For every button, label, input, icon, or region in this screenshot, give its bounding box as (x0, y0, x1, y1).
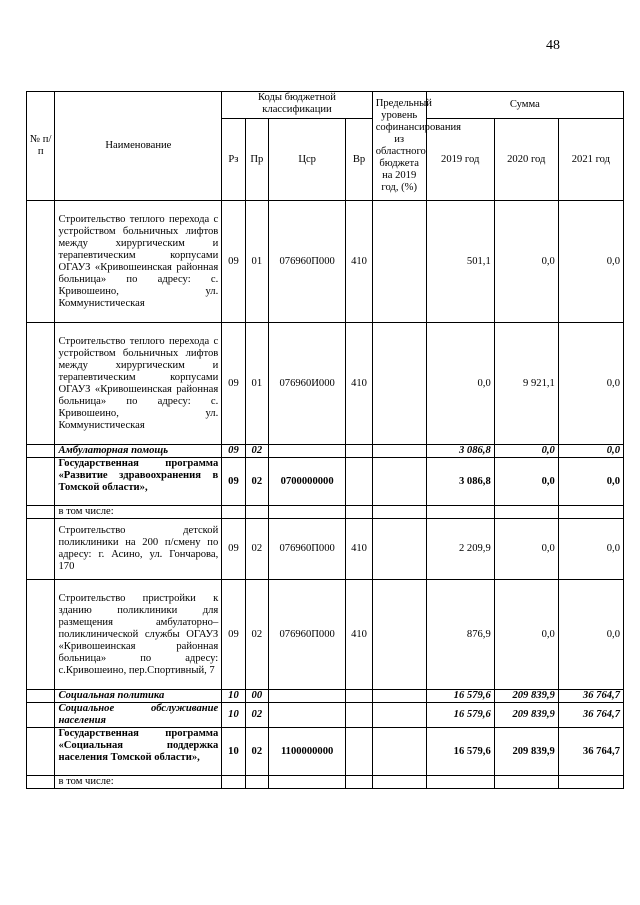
cell-level (372, 690, 426, 703)
header-pr: Пр (245, 119, 268, 201)
cell-vr: 410 (346, 201, 372, 323)
cell-name: Социальное обслуживание населения (55, 703, 222, 728)
cell-rz: 09 (222, 580, 245, 690)
cell-2021: 0,0 (558, 201, 623, 323)
cell-level (372, 580, 426, 690)
cell-num (27, 201, 55, 323)
cell-csr: 076960П000 (269, 519, 346, 580)
cell-level (372, 519, 426, 580)
page-number: 48 (546, 38, 560, 53)
cell-2020: 209 839,9 (494, 703, 558, 728)
cell-2021: 36 764,7 (558, 690, 623, 703)
header-2020: 2020 год (494, 119, 558, 201)
cell-pr: 00 (245, 690, 268, 703)
header-vr: Вр (346, 119, 372, 201)
cell-rz (222, 506, 245, 519)
cell-name: Социальная политика (55, 690, 222, 703)
header-2019: 2019 год (426, 119, 494, 201)
table-row (27, 519, 624, 580)
cell-2020: 0,0 (494, 201, 558, 323)
table-row (27, 201, 624, 323)
cell-level (372, 703, 426, 728)
cell-rz: 09 (222, 201, 245, 323)
cell-num (27, 580, 55, 690)
cell-vr (346, 728, 372, 776)
cell-name: Амбулаторная помощь (55, 445, 222, 458)
cell-level (372, 506, 426, 519)
cell-2020: 0,0 (494, 445, 558, 458)
table-row (27, 445, 624, 458)
cell-csr: 1100000000 (269, 728, 346, 776)
cell-2020: 209 839,9 (494, 728, 558, 776)
cell-vr (346, 776, 372, 789)
cell-num (27, 776, 55, 789)
table-row (27, 703, 624, 728)
cell-vr: 410 (346, 323, 372, 445)
cell-pr: 02 (245, 703, 268, 728)
cell-csr (269, 776, 346, 789)
cell-pr: 02 (245, 728, 268, 776)
cell-num (27, 458, 55, 506)
header-csr: Цср (269, 119, 346, 201)
cell-csr (269, 690, 346, 703)
cell-num (27, 728, 55, 776)
cell-2020 (494, 776, 558, 789)
cell-pr (245, 776, 268, 789)
header-rz: Рз (222, 119, 245, 201)
cell-2021: 0,0 (558, 323, 623, 445)
cell-num (27, 445, 55, 458)
cell-vr: 410 (346, 519, 372, 580)
cell-2020: 209 839,9 (494, 690, 558, 703)
cell-num (27, 690, 55, 703)
cell-2019: 876,9 (426, 580, 494, 690)
cell-2019: 16 579,6 (426, 728, 494, 776)
table-header (27, 92, 624, 201)
cell-level (372, 445, 426, 458)
cell-2021: 36 764,7 (558, 728, 623, 776)
cell-rz: 10 (222, 690, 245, 703)
cell-pr (245, 506, 268, 519)
table-row (27, 690, 624, 703)
cell-level (372, 201, 426, 323)
cell-2021: 36 764,7 (558, 703, 623, 728)
cell-num (27, 506, 55, 519)
cell-name: Строительство теплого перехода с устройством больничных лифтов между хирургическим и терапевтическим корпусами ОГАУЗ «Кривошеинская районная больница» по адресу: с. Кривошеино, ул. Коммунистическая (55, 323, 222, 445)
cell-2019: 501,1 (426, 201, 494, 323)
cell-2020: 0,0 (494, 519, 558, 580)
cell-level (372, 776, 426, 789)
budget-table (26, 91, 624, 789)
header-codes: Коды бюджетной классификации (222, 92, 372, 119)
cell-2019: 3 086,8 (426, 458, 494, 506)
cell-num (27, 519, 55, 580)
cell-rz: 09 (222, 519, 245, 580)
cell-2020 (494, 506, 558, 519)
cell-vr (346, 458, 372, 506)
header-sum: Сумма (426, 92, 623, 119)
cell-name: Государственная программа «Развитие здравоохранения в Томской области», (55, 458, 222, 506)
cell-csr (269, 703, 346, 728)
cell-rz: 10 (222, 703, 245, 728)
cell-rz: 09 (222, 323, 245, 445)
cell-level (372, 728, 426, 776)
header-2021: 2021 год (558, 119, 623, 201)
cell-2021 (558, 776, 623, 789)
cell-pr: 01 (245, 323, 268, 445)
cell-name: Строительство детской поликлиники на 200 п/смену по адресу: г. Асино, ул. Гончарова, 170 (55, 519, 222, 580)
cell-pr: 01 (245, 201, 268, 323)
cell-2020: 0,0 (494, 458, 558, 506)
cell-csr (269, 506, 346, 519)
cell-vr: 410 (346, 580, 372, 690)
cell-csr (269, 445, 346, 458)
cell-2019: 2 209,9 (426, 519, 494, 580)
cell-pr: 02 (245, 519, 268, 580)
cell-2020: 0,0 (494, 580, 558, 690)
cell-level (372, 323, 426, 445)
cell-2019: 0,0 (426, 323, 494, 445)
cell-2021: 0,0 (558, 519, 623, 580)
cell-csr: 0700000000 (269, 458, 346, 506)
cell-rz (222, 776, 245, 789)
cell-2019 (426, 776, 494, 789)
table-row (27, 728, 624, 776)
cell-2021: 0,0 (558, 445, 623, 458)
cell-2021: 0,0 (558, 580, 623, 690)
cell-2019: 16 579,6 (426, 703, 494, 728)
cell-csr: 076960И000 (269, 323, 346, 445)
header-name: Наименование (55, 92, 222, 201)
table-row (27, 323, 624, 445)
cell-rz: 10 (222, 728, 245, 776)
cell-vr (346, 445, 372, 458)
cell-pr: 02 (245, 580, 268, 690)
table-body (27, 201, 624, 789)
cell-csr: 076960П000 (269, 201, 346, 323)
cell-vr (346, 690, 372, 703)
cell-level (372, 458, 426, 506)
header-num: № п/п (27, 92, 55, 201)
cell-vr (346, 506, 372, 519)
table-row (27, 580, 624, 690)
cell-name: Строительство теплого перехода с устройством больничных лифтов между хирургическим и терапевтическим корпусами ОГАУЗ «Кривошеинская районная больница» по адресу: с. Кривошеино, ул. Коммунистическая (55, 201, 222, 323)
cell-num (27, 703, 55, 728)
cell-rz: 09 (222, 458, 245, 506)
cell-name: в том числе: (55, 506, 222, 519)
cell-2019: 16 579,6 (426, 690, 494, 703)
table-row (27, 506, 624, 519)
cell-name: Строительство пристройки к зданию поликлиники для размещения амбулаторно–поликлинической службы ОГАУЗ «Кривошеинская районная больница» по адресу: с.Кривошеино, пер.Спортивный, 7 (55, 580, 222, 690)
cell-pr: 02 (245, 445, 268, 458)
cell-2021 (558, 506, 623, 519)
header-level: Предельный уровень софинансирования из областного бюджета на 2019 год, (%) (372, 92, 426, 201)
cell-vr (346, 703, 372, 728)
table-row (27, 776, 624, 789)
cell-csr: 076960П000 (269, 580, 346, 690)
cell-2021: 0,0 (558, 458, 623, 506)
cell-2019: 3 086,8 (426, 445, 494, 458)
cell-name: Государственная программа «Социальная поддержка населения Томской области», (55, 728, 222, 776)
table-row (27, 458, 624, 506)
cell-2019 (426, 506, 494, 519)
cell-name: в том числе: (55, 776, 222, 789)
cell-rz: 09 (222, 445, 245, 458)
cell-pr: 02 (245, 458, 268, 506)
cell-2020: 9 921,1 (494, 323, 558, 445)
cell-num (27, 323, 55, 445)
